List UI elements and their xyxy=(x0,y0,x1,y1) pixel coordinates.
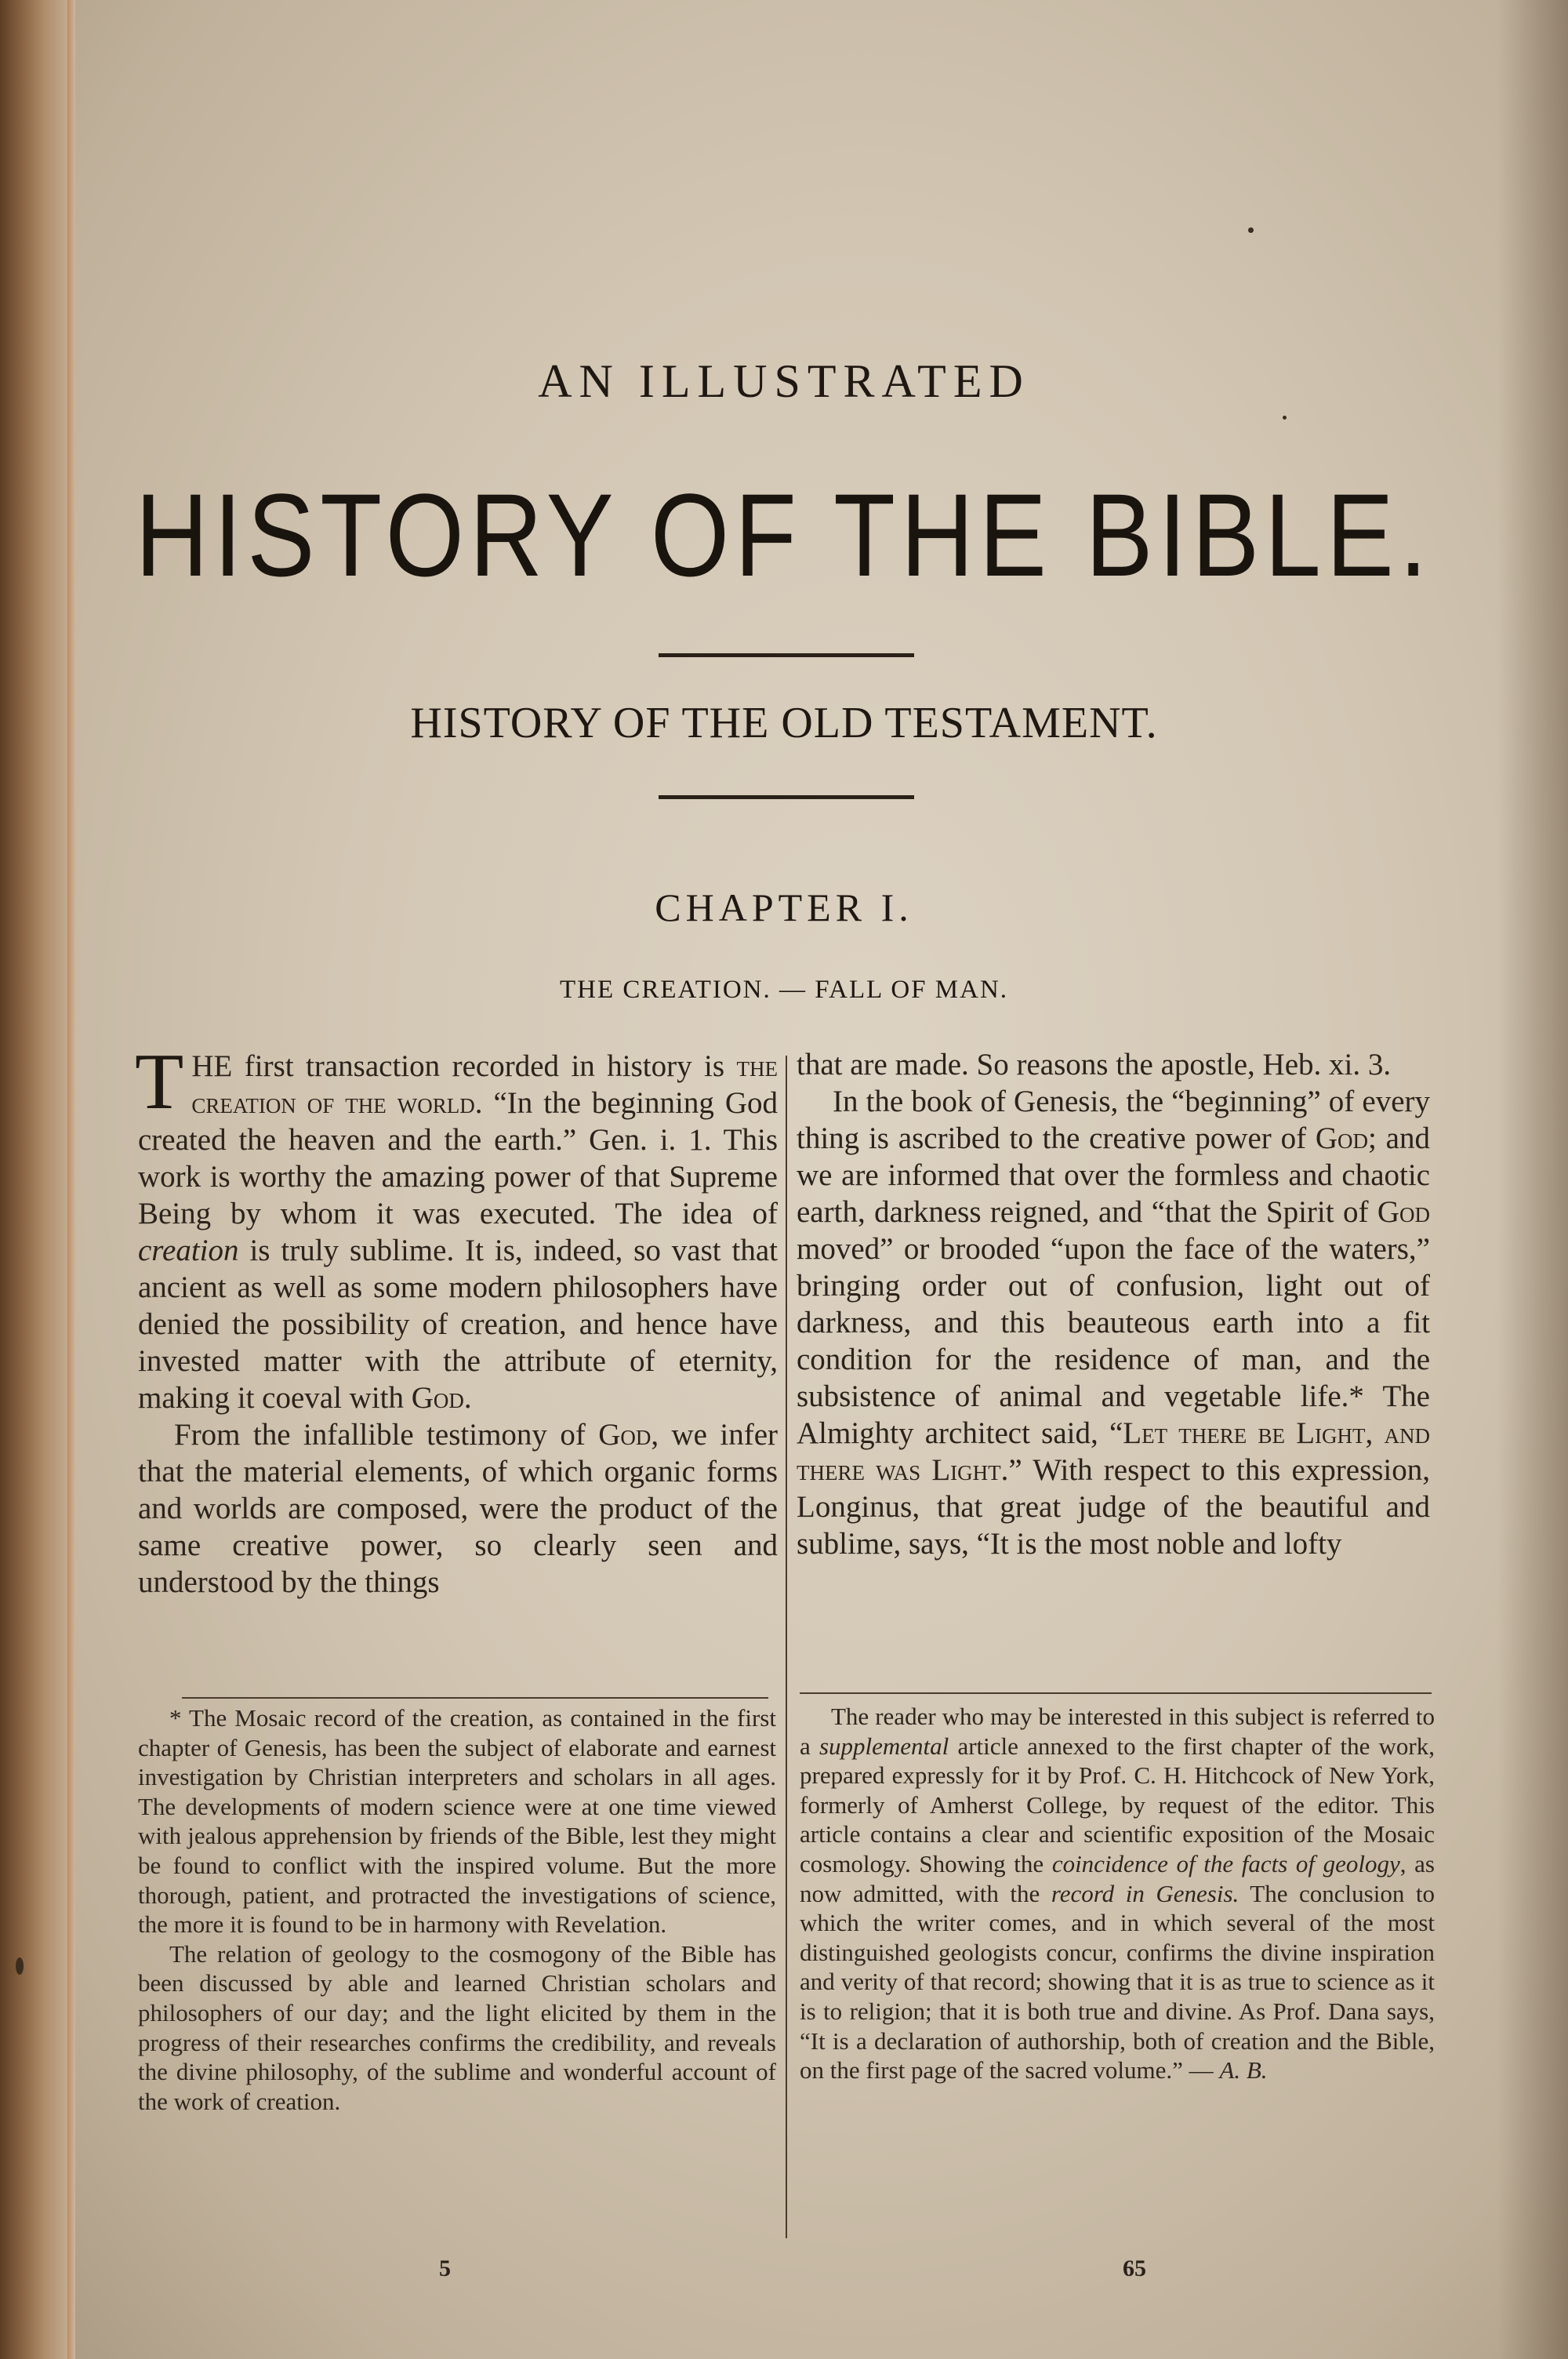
footnote-right xyxy=(800,1702,1435,2085)
page-number-left: 5 xyxy=(439,2255,451,2281)
footnote-divider-right xyxy=(800,1692,1432,1694)
column-divider xyxy=(786,1056,787,2238)
footnote-left-paragraph-2: The relation of geology to the cosmogony of the Bible has been discussed by able and learned Christian scholars and philosophers of our day; and the light elicited by them in the progress of their researches confirms the credibility, and reveals the divine philosophy, of the sublime and wonderful account of the work of creation. xyxy=(138,1939,776,2115)
footnote-divider-left xyxy=(182,1697,768,1699)
page-number-right: 65 xyxy=(1123,2255,1146,2281)
drop-cap: T xyxy=(135,1038,184,1126)
chapter-subtitle: THE CREATION. — FALL OF MAN. xyxy=(559,976,1009,1004)
chapter-heading: CHAPTER I. xyxy=(655,885,913,929)
footnote-signature: A. B. xyxy=(1219,2056,1268,2085)
section-subtitle: HISTORY OF THE OLD TESTAMENT. xyxy=(410,699,1158,747)
left-paragraph-1: THE first transaction recorded in history is the creation of the world. “In the beginning God created the heaven and the earth.” Gen. i. 1. This work is worthy the amazing power of that Supreme Being by whom it was executed. The idea of creation is truly sublime. It is, indeed, so vast that ancient as well as some modern philosophers have denied the possibility of creation, and hence have invested matter with the attribute of eternity, making it coeval with God. xyxy=(135,1038,778,1415)
right-paragraph-2: In the book of Genesis, the “beginning” of every thing is ascribed to the creative power of God; and we are informed that over the formless and chaotic earth, darkness reigned, and “that the Spirit of God moved” or brooded “upon the face of the waters,” bringing order out of confusion, light out of darkness, and this beauteous earth into a fit condition for the residence of man, and the subsistence of animal and vegetable life.* The Almighty architect said, “Let there be Light, and there was Light.” With respect to this expression, Longinus, that great judge of the beautiful and sublime, says, “It is the most noble and lofty xyxy=(797,1085,1431,1561)
paper-speck xyxy=(1283,416,1287,420)
footnote-left xyxy=(138,1703,776,2116)
footnote-left-paragraph-1: * The Mosaic record of the creation, as contained in the first chapter of Genesis, has been the subject of elaborate and earnest investigation by Christian interpreters and scholars in all ages. The developments of modern science were at one time viewed with jealous apprehension by friends of the Bible, lest they might be found to conflict with the inspired volume. But the more thorough, patient, and protracted the investigations of science, the more it is found to be in harmony with Revelation. xyxy=(138,1704,776,1939)
left-paragraph-2: From the infallible testimony of God, we infer that the material elements, of which organic forms and worlds are composed, were the product of the same creative power, so clearly seen and understood by the things xyxy=(138,1418,778,1599)
title-divider xyxy=(659,653,914,657)
paper-speck xyxy=(1248,227,1254,233)
footnote-right-paragraph: The reader who may be interested in this subject is referred to a supplemental article annexed to the first chapter of the work, prepared expressly for it by Prof. C. H. Hitchcock of New York, formerly of Amherst College, by request of the editor. This article contains a clear and scientific exposition of the Mosaic cosmology. Showing the coincidence of the facts of geology, as now admitted, with the record in Genesis. The conclusion to which the writer comes, and in which several of the most distinguished geologists concur, confirms the divine inspiration and verity of that record; showing that it is as true to science as it is to religion; that it is both true and divine. As Prof. Dana says, “It is a declaration of authorship, both of creation and the Bible, on the first page of the sacred volume.” — A. B. xyxy=(800,1703,1435,2085)
subtitle-divider xyxy=(659,795,914,799)
left-column xyxy=(135,1038,778,1601)
right-column xyxy=(797,1046,1430,1562)
title-kicker: AN ILLUSTRATED xyxy=(538,355,1030,407)
page-title: HISTORY OF THE BIBLE. xyxy=(135,469,1433,601)
paper-speck xyxy=(16,1957,24,1975)
right-paragraph-1: that are made. So reasons the apostle, Heb. xi. 3. xyxy=(797,1048,1392,1081)
